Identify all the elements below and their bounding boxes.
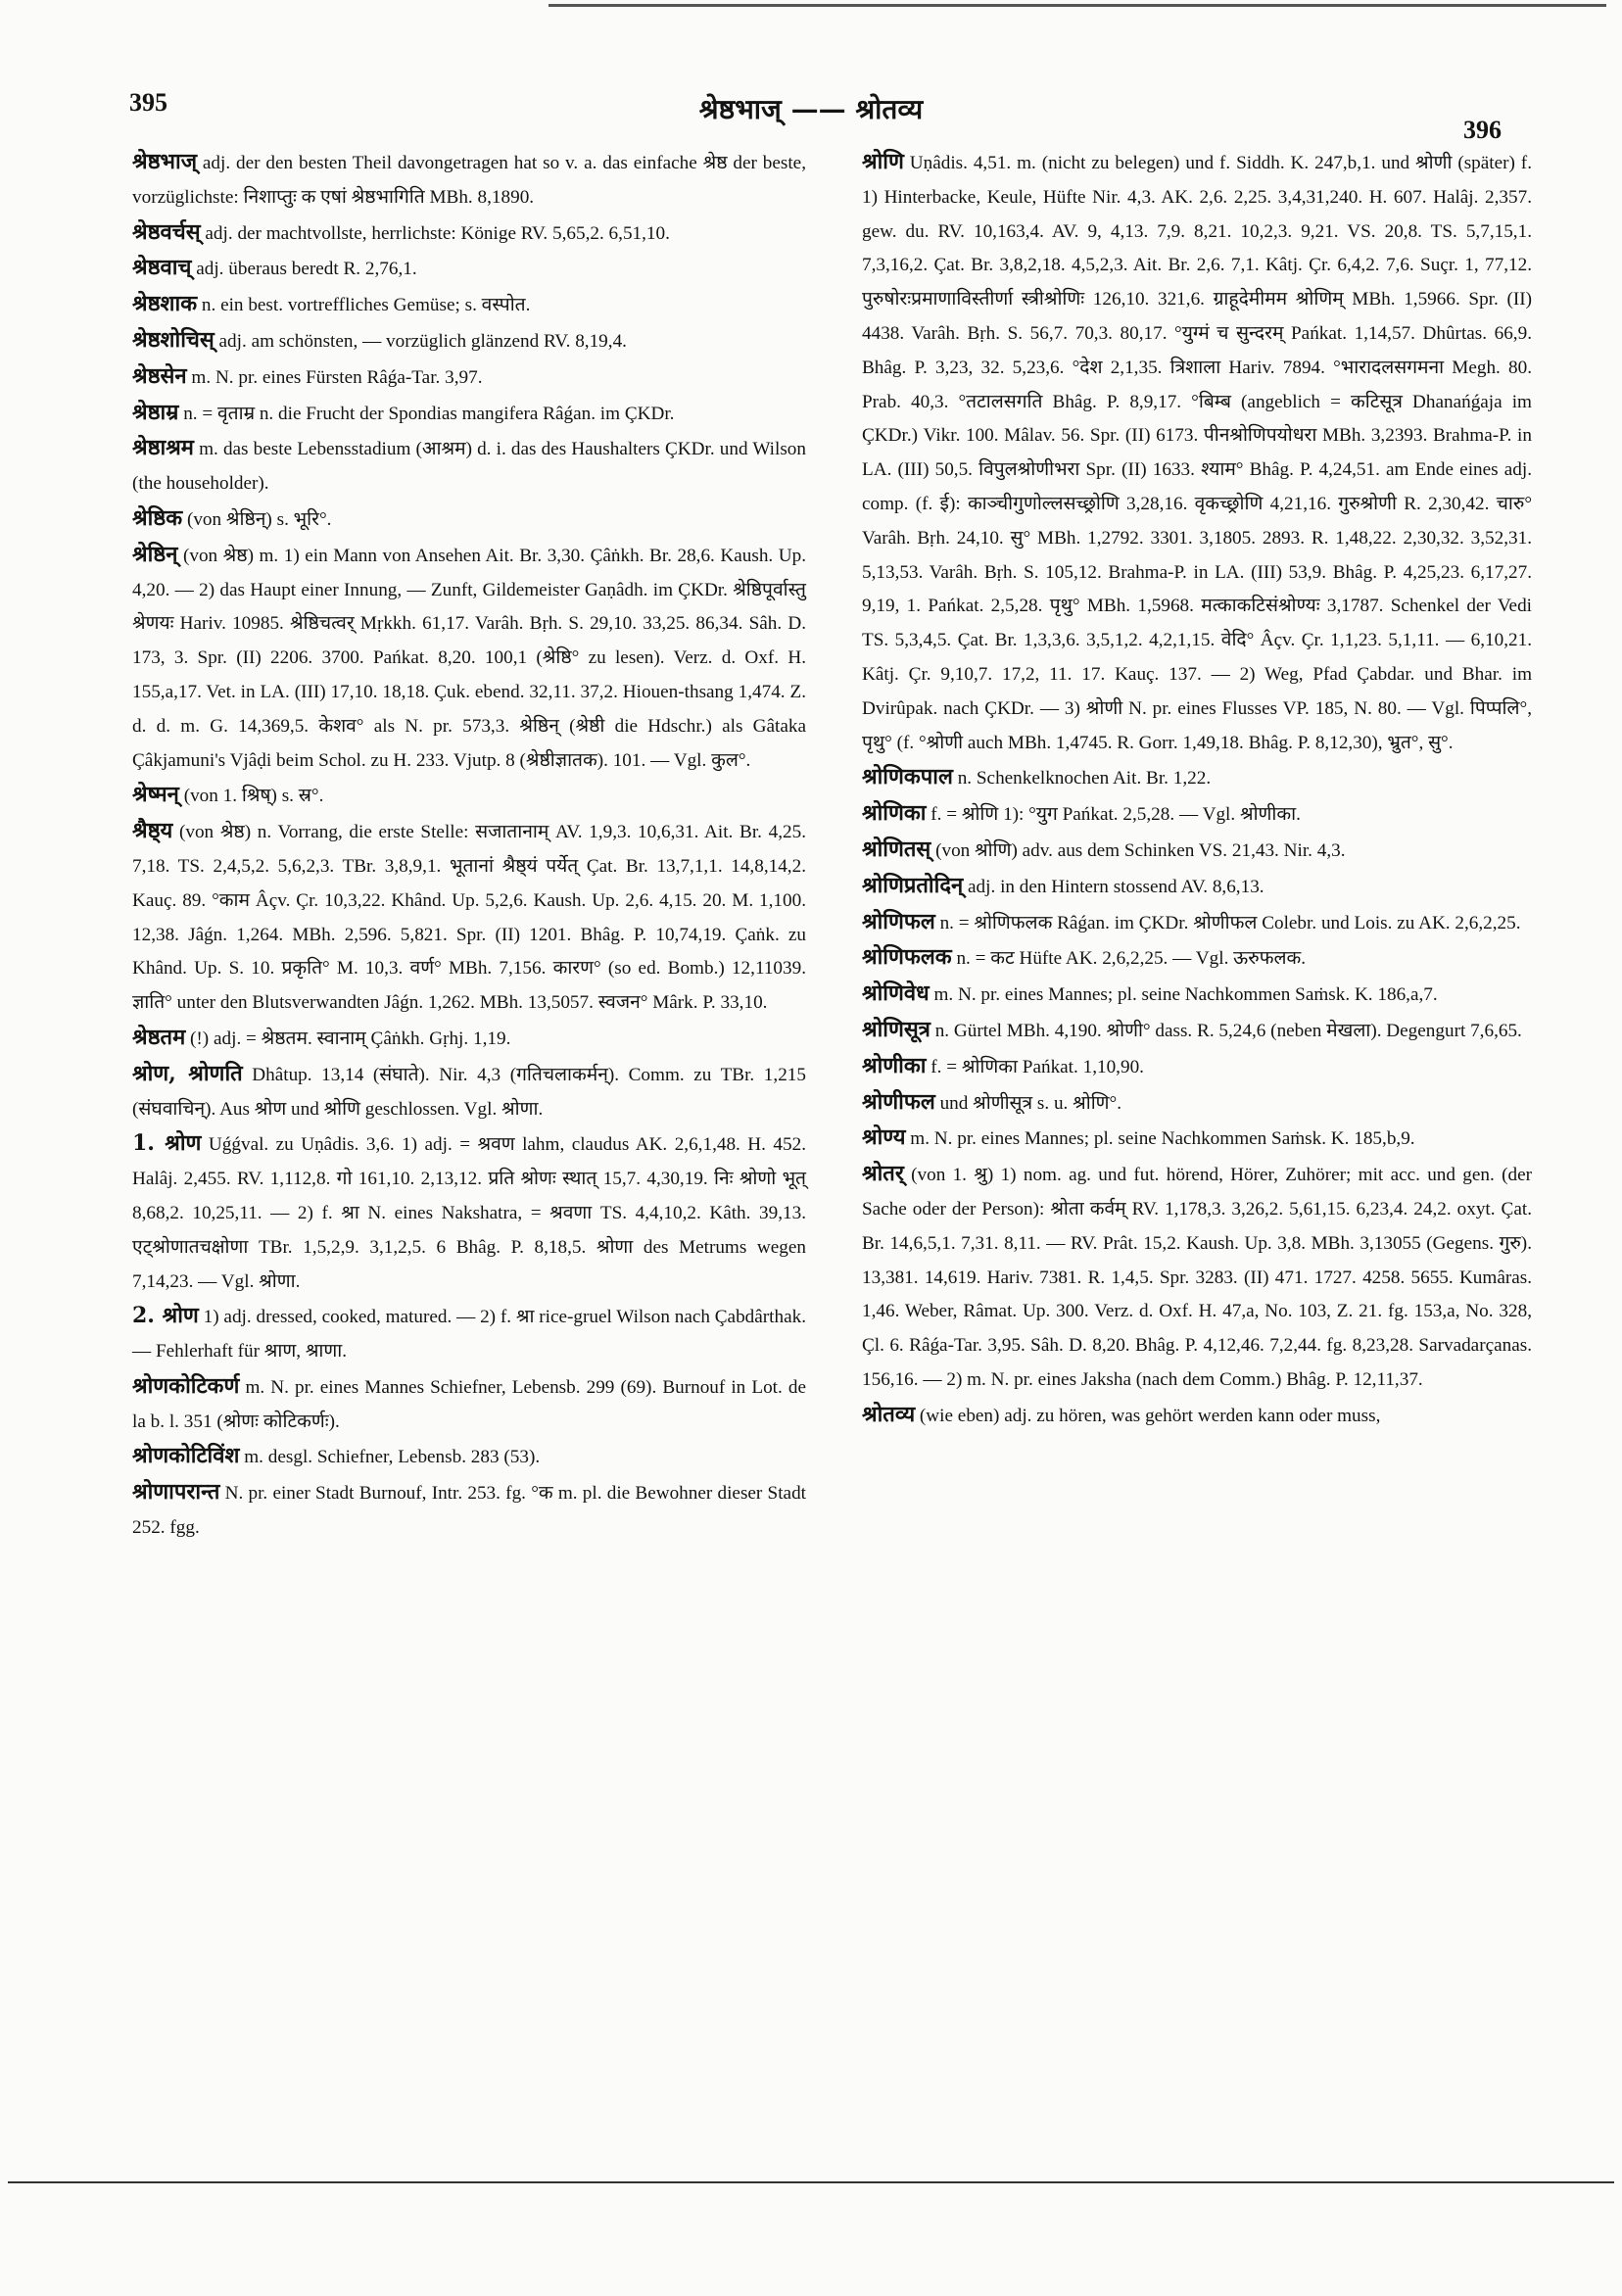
entry-text: n. Gürtel MBh. 4,190. श्रोणी° dass. R. 5,24,6 (neben मेखला). Degengurt 7,6,65. [930, 1020, 1522, 1041]
dictionary-entry [862, 796, 1532, 833]
entry-text: n. = श्रोणिफलक Râǵan. im ÇKDr. श्रोणीफल Colebr. und Lois. zu AK. 2,6,2,25. [934, 912, 1521, 933]
dictionary-entry [862, 1157, 1532, 1398]
dictionary-entry [132, 215, 806, 252]
entry-text: f. = श्रोणिका Pańkat. 1,10,90. [926, 1056, 1144, 1077]
entry-text: m. N. pr. eines Mannes Schiefner, Lebensb. 299 (69). Burnouf in Lot. de la b. l. 351 (श्रोणः कोटिकर्णः). [132, 1376, 806, 1432]
entry-text: f. = श्रोणि 1): °युग Pańkat. 2,5,28. — Vgl. श्रोणीका. [926, 804, 1301, 826]
entry-headword: श्रोणकोटिकर्ण [132, 1372, 240, 1399]
entry-text: n. ein best. vortreffliches Gemüse; s. वस्पोत. [197, 295, 531, 316]
dictionary-entry [132, 251, 806, 287]
entry-headword: श्रोणिफल [862, 908, 935, 934]
dictionary-entry [862, 833, 1532, 869]
bottom-rule [8, 2181, 1614, 2183]
dictionary-entry [132, 778, 806, 814]
entry-text: (von 1. श्रु) 1) nom. ag. und fut. hörend, Hörer, Zuhörer; mit acc. und gen. (der Sache oder der Person): श्रोता कर्वम् RV. 1,178,3. 3,26,2. 5,61,15. 6,23,4. 24,2. oxyt. Çat. Br. 14,6,5,1. 7,31. 8,11. — RV. Prât. 15,2. Kaush. Up. 3,8. MBh. 3,13055 (Gegens. गुरु). 13,381. 14,619. Hariv. 7381. R. 1,4,5. Spr. 3283. (II) 471. 1727. 4258. 5655. Kumâras. 1,46. Weber, Râmat. Up. 300. Verz. d. Oxf. H. 47,a, No. 103, Z. 21. fg. 153,a, No. 328, Çl. 6. Râǵa-Tar. 3,95. Sâh. D. 8,20. Bhâg. P. 4,12,46. 7,2,44. fg. 8,23,28. Sarvadarçanas. 156,16. — 2) m. N. pr. eines Jaksha (nach dem Comm.) Bhâg. P. 12,11,37. [862, 1165, 1532, 1390]
dictionary-entry [132, 359, 806, 396]
entry-text: (!) adj. = श्रेष्ठतम. स्वानाम् Çâṅkh. Gṛhj. 1,19. [185, 1028, 511, 1049]
dictionary-entry [862, 977, 1532, 1013]
entry-headword: श्रेष्ठाश्रम [132, 435, 194, 461]
dictionary-entry [132, 287, 806, 323]
entry-headword: श्रोणिसूत्र [862, 1016, 930, 1042]
entry-text: m. N. pr. eines Mannes; pl. seine Nachkommen Saṁsk. K. 186,a,7. [929, 984, 1438, 1006]
page-number-right: 396 [1463, 116, 1502, 144]
entry-text: m. das beste Lebensstadium (आश्रम) d. i. das des Haushalters ÇKDr. und Wilson (the householder). [132, 439, 806, 495]
dictionary-entry [862, 1121, 1532, 1157]
dictionary-entry [132, 538, 806, 779]
dictionary-entry [862, 905, 1532, 941]
entry-text: m. N. pr. eines Fürsten Râǵa-Tar. 3,97. [186, 366, 483, 388]
dictionary-entry [132, 145, 806, 215]
dictionary-entry [862, 1049, 1532, 1085]
dictionary-entry [132, 502, 806, 538]
entry-text: m. N. pr. eines Mannes; pl. seine Nachkommen Saṁsk. K. 185,b,9. [905, 1128, 1415, 1150]
entry-text: adj. der machtvollste, herrlichste: Könige RV. 5,65,2. 6,51,10. [200, 222, 670, 244]
entry-headword: श्रोतव्य [862, 1401, 916, 1427]
entry-headword: श्रोणिवेध [862, 981, 930, 1007]
dictionary-entry [132, 396, 806, 432]
entry-text: (von श्रेष्ठ) m. 1) ein Mann von Ansehen Ait. Br. 3,30. Çâṅkh. Br. 28,6. Kaush. Up. 4,20. — 2) das Haupt einer Innung, — Zunft, Gildemeister Gaṇâdh. im ÇKDr. श्रेष्ठिपूर्वास्तु श्रेणयः Hariv. 10985. श्रेष्ठिचत्वर् Mṛkkh. 61,17. Varâh. Bṛh. S. 29,10. 33,25. 86,34. Sâh. D. 173, 3. Spr. (II) 2206. 3700. Pańkat. 8,20. 100,1 (श्रेष्ठि° zu lesen). Verz. d. Oxf. H. 155,a,17. Vet. in LA. (III) 17,10. 18,18. Çuk. ebend. 32,11. 37,2. Hiouen-thsang 1,474. Z. d. d. m. G. 14,369,5. केशव° als N. pr. 573,3. श्रेष्ठिन् (श्रेष्ठी die Hdschr.) als Gâtaka Çâkjamuni's Vjâḍi beim Schol. zu H. 233. Vjutp. 8 (श्रेष्ठीज्ञातक). 101. — Vgl. कुल°. [132, 545, 806, 771]
dictionary-entry [862, 1085, 1532, 1122]
entry-text: adj. der den besten Theil davongetragen hat so v. a. das einfache श्रेष्ठ der beste, vorzüglichste: निशाप्तुः क एषां श्रेष्ठभागिति MBh. 8,1890. [132, 153, 806, 208]
entry-text: Uǵǵval. zu Uṇâdis. 3,6. 1) adj. = श्रवण lahm, claudus AK. 2,6,1,48. H. 452. Halâj. 2,455. RV. 1,112,8. गो 161,10. 2,13,12. प्रति श्रोणः स्थात् 15,7. 4,30,19. निः श्रोणो भूत् 8,68,2. 10,25,11. — 2) f. श्रा N. eines Nakshatra, = श्रवणा TS. 4,4,10,2. Kâth. 39,13. एट्श्रोणातचक्षोणा TBr. 1,5,2,9. 3,1,2,5. 6 Bhâg. P. 8,18,5. श्रोणा des Metrums wegen 7,14,23. — Vgl. श्रोणा. [132, 1134, 806, 1292]
dictionary-entry [862, 940, 1532, 977]
entry-text: adj. überaus beredt R. 2,76,1. [191, 259, 417, 280]
entry-headword: श्रोणि [862, 149, 904, 174]
entry-headword: श्रोणिप्रतोदिन् [862, 872, 964, 898]
entry-headword: श्रोण्य [862, 1124, 906, 1151]
entry-headword: श्रेष्ठशाक [132, 291, 198, 317]
entry-headword: श्रेष्ठिन् [132, 541, 178, 567]
entry-headword: श्रेष्मन् [132, 782, 179, 808]
entry-text: adj. am schönsten, — vorzüglich glänzend RV. 8,19,4. [214, 330, 627, 352]
entry-text: Uṇâdis. 4,51. m. (nicht zu belegen) und f. Siddh. K. 247,b,1. und श्रोणी (später) f. 1) Hinterbacke, Keule, Hüfte Nir. 4,3. AK. 2,6. 2,25. 3,4,31,240. H. 607. Halâj. 2,357. gew. du. RV. 10,163,4. AV. 9, 4,13. 7,9. 8,21. 10,2,3. 9,21. VS. 20,8. TS. 5,7,15,1. 7,3,16,2. Çat. Br. 3,8,2,18. 4,5,2,3. Ait. Br. 2,6. 7,1. Kâtj. Çr. 6,4,2. 7,6. Suçr. 1, 77,12. पुरुषोरःप्रमाणाविस्तीर्णा स्त्रीश्रोणिः 126,10. 321,6. ग्राहूदेमीमम श्रोणिम् MBh. 1,5966. Spr. (II) 4438. Varâh. Bṛh. S. 56,7. 70,3. 80,17. °युग्मं च सुन्दरम् Pańkat. 1,14,57. Dhûrtas. 66,9. Bhâg. P. 3,23, 32. 5,23,6. °देश 2,1,35. त्रिशाला Hariv. 7894. °भारादलसगमना Megh. 80. Prab. 40,3. °तटालसगति Bhâg. P. 8,9,17. °बिम्ब (angeblich = कटिसूत्र Dhanańǵaja im ÇKDr.) Vikr. 100. Mâlav. 56. Spr. (II) 6173. पीनश्रोणिपयोधरा MBh. 3,2393. Brahma-P. in LA. (III) 50,5. विपुलश्रोणीभरा Spr. (II) 1633. श्याम° Bhâg. P. 4,24,51. am Ende eines adj. comp. (f. ई): काञ्चीगुणोल्लसच्छ्रोणि 3,28,16. वृकच्छ्रोणि 4,21,16. गुरुश्रोणी R. 2,30,42. चारु° Varâh. Bṛh. 24,10. सु° MBh. 1,2792. 3301. 3,1805. 2893. R. 1,48,22. 2,30,32. 3,52,31. 5,13,53. Varâh. Bṛh. S. 105,12. Brahma-P. in LA. (III) 53,9. Bhâg. P. 4,25,23. 6,17,27. 9,19, 1. Pańkat. 2,5,28. पृथु° MBh. 1,5968. मत्काकटिसंश्रोण्यः 3,1787. Schenkel der Vedi TS. 5,3,4,5. Çat. Br. 1,3,3,6. 3,5,1,2. 4,2,1,15. वेदि° Âçv. Çr. 1,1,23. 5,1,11. — 6,10,21. Kâtj. Çr. 9,10,7. 17,2, 11. 17. Kauç. 137. — 2) Weg, Pfad Çabdar. und Bhar. im Dvirûpak. nach ÇKDr. — 3) श्रोणी N. pr. eines Flusses VP. 185, N. 80. — Vgl. पिप्पलि°, पृथु° (f. °श्रोणी auch MBh. 1,4745. R. Gorr. 1,49,18. Bhâg. P. 8,12,30), भ्रुत°, सु°. [862, 153, 1532, 753]
entry-text: n. Schenkelknochen Ait. Br. 1,22. [952, 768, 1212, 789]
entry-headword: 1. श्रोण [132, 1130, 202, 1157]
entry-text: (wie eben) adj. zu hören, was gehört werden kann oder muss, [915, 1405, 1381, 1426]
entry-text: und श्रोणीसूत्र s. u. श्रोणि°. [934, 1092, 1122, 1114]
entry-headword: श्रोणापरान्त [132, 1479, 220, 1506]
entry-headword: श्रेष्ठवर्चस् [132, 218, 201, 245]
entry-headword: श्रोणिफलक [862, 944, 952, 971]
entry-text: 1) adj. dressed, cooked, matured. — 2) f. श्रा rice-gruel Wilson nach Çabdârthak. — Fehlerhaft für श्राण, श्राणा. [132, 1307, 806, 1363]
entry-text: (von श्रोणि) adv. aus dem Schinken VS. 21,43. Nir. 4,3. [930, 839, 1346, 861]
header-separator: —— [781, 93, 856, 125]
right-column [862, 145, 1532, 1433]
entry-headword: श्रोतर् [862, 1161, 904, 1187]
entry-headword: श्रेष्ठशोचिस् [132, 326, 215, 353]
dictionary-entry [132, 1369, 806, 1440]
running-header [0, 90, 1622, 127]
top-rule [549, 4, 1606, 7]
entry-text: Dhâtup. 13,14 (संघाते). Nir. 4,3 (गतिचलाकर्मन्). Comm. zu TBr. 1,215 (संघवाचिन्). Aus श्रोण und श्रोणि geschlossen. Vgl. श्रोणा. [132, 1064, 806, 1120]
dictionary-entry [132, 1439, 806, 1475]
entry-headword: श्रेष्ठतम [132, 1024, 186, 1050]
entry-text: (von श्रेष्ठ) n. Vorrang, die erste Stelle: सजातानाम् AV. 1,9,3. 10,6,31. Ait. Br. 4,25. 7,18. TS. 2,4,5,2. 5,6,2,3. TBr. 3,8,9,1. भूतानां श्रैष्ठ्यं पर्येत् Çat. Br. 13,7,1,1. 14,8,14,2. Kauç. 89. °काम Âçv. Çr. 10,3,22. Khând. Up. 5,2,6. Kaush. Up. 2,6. 4,15. 20. M. 1,100. 12,38. Jâǵn. 1,264. MBh. 2,596. 5,821. Spr. (II) 1201. Bhâg. P. 10,74,19. Çaṅk. zu Khând. Up. S. 10. प्रकृति° M. 10,3. वर्ण° MBh. 7,156. कारण° (so ed. Bomb.) 12,11039. ज्ञाति° unter den Blutsverwandten Jâǵn. 1,262. MBh. 13,5057. स्वजन° Mârk. P. 33,10. [132, 822, 806, 1014]
entry-headword: श्रेष्ठाम्र [132, 399, 179, 425]
dictionary-entry [132, 431, 806, 502]
dictionary-entry [132, 1021, 806, 1057]
entry-headword: 2. श्रोण [132, 1303, 199, 1329]
entry-headword: श्रैष्ठ्य [132, 818, 173, 844]
entry-headword: श्रोणीफल [862, 1088, 935, 1115]
entry-headword: श्रोणिका [862, 800, 927, 827]
dictionary-entry [132, 1475, 806, 1546]
entry-text: (von श्रेष्ठिन्) s. भूरि°. [182, 508, 332, 530]
entry-headword: श्रोणीका [862, 1052, 927, 1078]
dictionary-entry [862, 1398, 1532, 1434]
entry-text: N. pr. einer Stadt Burnouf, Intr. 253. fg. °क m. pl. die Bewohner dieser Stadt 252. fgg. [132, 1483, 806, 1539]
entry-headword: श्रोणकोटिविंश [132, 1443, 240, 1469]
entry-headword: श्रोणिकपाल [862, 764, 953, 790]
entry-headword: श्रेष्ठसेन [132, 362, 187, 389]
entry-text: n. = कट Hüfte AK. 2,6,2,25. — Vgl. ऊरुफलक. [951, 948, 1307, 970]
entry-text: m. desgl. Schiefner, Lebensb. 283 (53). [239, 1447, 541, 1468]
entry-text: n. = वृताम्र n. die Frucht der Spondias mangifera Râǵan. im ÇKDr. [178, 403, 675, 424]
dictionary-entry [862, 760, 1532, 796]
dictionary-entry [862, 1013, 1532, 1049]
entry-text: (von 1. श्रिष्) s. स्र°. [178, 786, 324, 807]
entry-headword: श्रेष्ठिक [132, 504, 183, 531]
page-number-left: 395 [129, 88, 167, 117]
dictionary-entry [132, 1299, 806, 1369]
entry-headword: श्रोण, श्रोणति [132, 1060, 243, 1086]
dictionary-entry [862, 869, 1532, 905]
entry-headword: श्रेष्ठभाज् [132, 149, 198, 174]
entry-text: adj. in den Hintern stossend AV. 8,6,13. [963, 876, 1264, 897]
header-last-word: श्रोतव्य [855, 93, 924, 125]
dictionary-entry [132, 1126, 806, 1299]
dictionary-entry [132, 323, 806, 359]
dictionary-entry [132, 1057, 806, 1127]
left-column [132, 145, 806, 1546]
dictionary-entry [132, 814, 806, 1021]
entry-headword: श्रेष्ठवाच् [132, 255, 192, 281]
entry-headword: श्रोणितस् [862, 836, 931, 862]
dictionary-entry [862, 145, 1532, 760]
header-first-word: श्रेष्ठभाज् [698, 93, 782, 125]
